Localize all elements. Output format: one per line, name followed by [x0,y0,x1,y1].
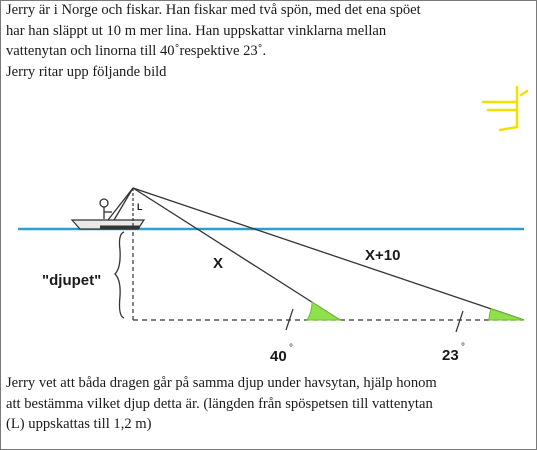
degree-mark: ° [289,343,293,354]
problem-question [6,373,437,435]
fishing-rod [108,188,133,220]
label-long-line: X+10 [365,247,401,264]
fishing-diagram [0,86,537,371]
question-line: Jerry vet att båda dragen går på samma djup under havsytan, hjälp honom [6,375,437,391]
sun-sketch-icon [483,86,527,130]
question-line: att bestämma vilket djup detta är. (längden från spöspetsen till vattenytan [6,395,433,412]
fishing-line-long [133,188,524,320]
question-line: (L) uppskattas till 1,2 m) [6,416,152,432]
problem-intro [6,0,421,82]
angle-marker [489,309,524,320]
intro-line: har han släppt ut 10 m mer lina. Han uppskattar vinklarna mellan [6,22,387,39]
angle-label-23: 23 [442,347,459,364]
angle-marker [307,302,340,320]
angle-tick [456,311,463,332]
label-depth: "djupet" [42,272,102,289]
degree-mark: ° [461,342,465,353]
fishing-line-short [133,188,340,320]
intro-line: vattenytan och linorna till 40˚respektive 23˚. [6,43,267,59]
fishing-rod [114,188,133,220]
label-L: L [137,202,143,212]
intro-line: Jerry ritar upp följande bild [6,63,167,80]
intro-line: Jerry är i Norge och fiskar. Han fiskar med två spön, med det ena spöet [6,2,421,18]
angle-label-40: 40 [270,348,287,365]
label-short-line: X [213,255,224,272]
depth-brace [115,232,124,318]
